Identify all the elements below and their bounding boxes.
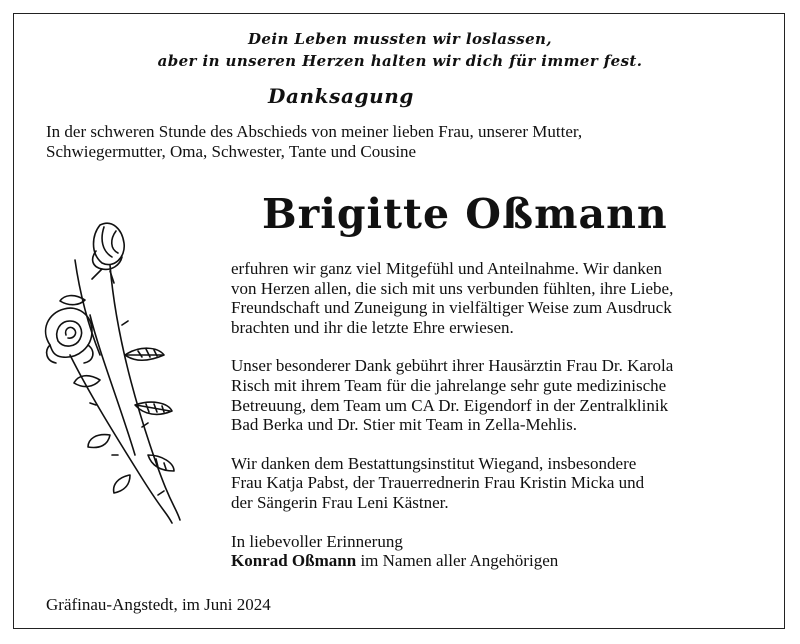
signer-name: Konrad Oßmann (231, 551, 357, 571)
paragraph-funeral (231, 454, 673, 513)
motto-line-2: aber in unseren Herzen halten wir dich für immer fest. (157, 52, 643, 70)
closing-line: In liebevoller Erinnerung (231, 531, 403, 551)
intro-line-1: In der schweren Stunde des Abschieds von meiner lieben Frau, unserer Mutter, (46, 122, 583, 141)
rose-icon (30, 205, 200, 535)
paragraph-line: Betreuung, dem Team um CA Dr. Eigendorf in der Zentralklinik (231, 395, 669, 415)
paragraph-line: brachten und ihr die letzte Ehre erwiesen. (231, 317, 514, 337)
signer-suffix: im Namen aller Angehörigen (356, 551, 559, 571)
closing (231, 532, 673, 571)
paragraph-line: Bad Berka und Dr. Stier mit Team in Zella-Mehlis. (231, 415, 577, 435)
paragraph-doctors (231, 356, 673, 434)
paragraph-line: Freundschaft und Zuneigung in vielfältiger Weise zum Ausdruck (231, 298, 672, 318)
paragraph-line: von Herzen allen, die sich mit uns verbunden fühlten, ihre Liebe, (231, 278, 674, 298)
intro (46, 122, 582, 162)
paragraph-line: der Sängerin Frau Leni Kästner. (231, 492, 449, 512)
heading: Danksagung (268, 84, 414, 108)
paragraph-line: Wir danken dem Bestattungsinstitut Wiegand, insbesondere (231, 453, 637, 473)
paragraph-thanks (231, 259, 673, 337)
paragraph-line: erfuhren wir ganz viel Mitgefühl und Anteilnahme. Wir danken (231, 259, 662, 278)
intro-line-2: Schwiegermutter, Oma, Schwester, Tante und Cousine (46, 142, 417, 161)
motto-line-1: Dein Leben mussten wir loslassen, (248, 30, 552, 48)
paragraph-line: Risch mit ihrem Team für die jahrelange sehr gute medizinische (231, 375, 667, 395)
place-date: Gräfinau-Angstedt, im Juni 2024 (46, 595, 271, 614)
signature-line (231, 551, 673, 571)
paragraph-line: Unser besonderer Dank gebührt ihrer Hausärztin Frau Dr. Karola (231, 356, 674, 376)
paragraph-line: Frau Katja Pabst, der Trauerrednerin Frau Kristin Micka und (231, 473, 645, 493)
body-text (231, 259, 673, 571)
deceased-name: Brigitte Oßmann (262, 190, 668, 238)
motto (0, 28, 800, 72)
